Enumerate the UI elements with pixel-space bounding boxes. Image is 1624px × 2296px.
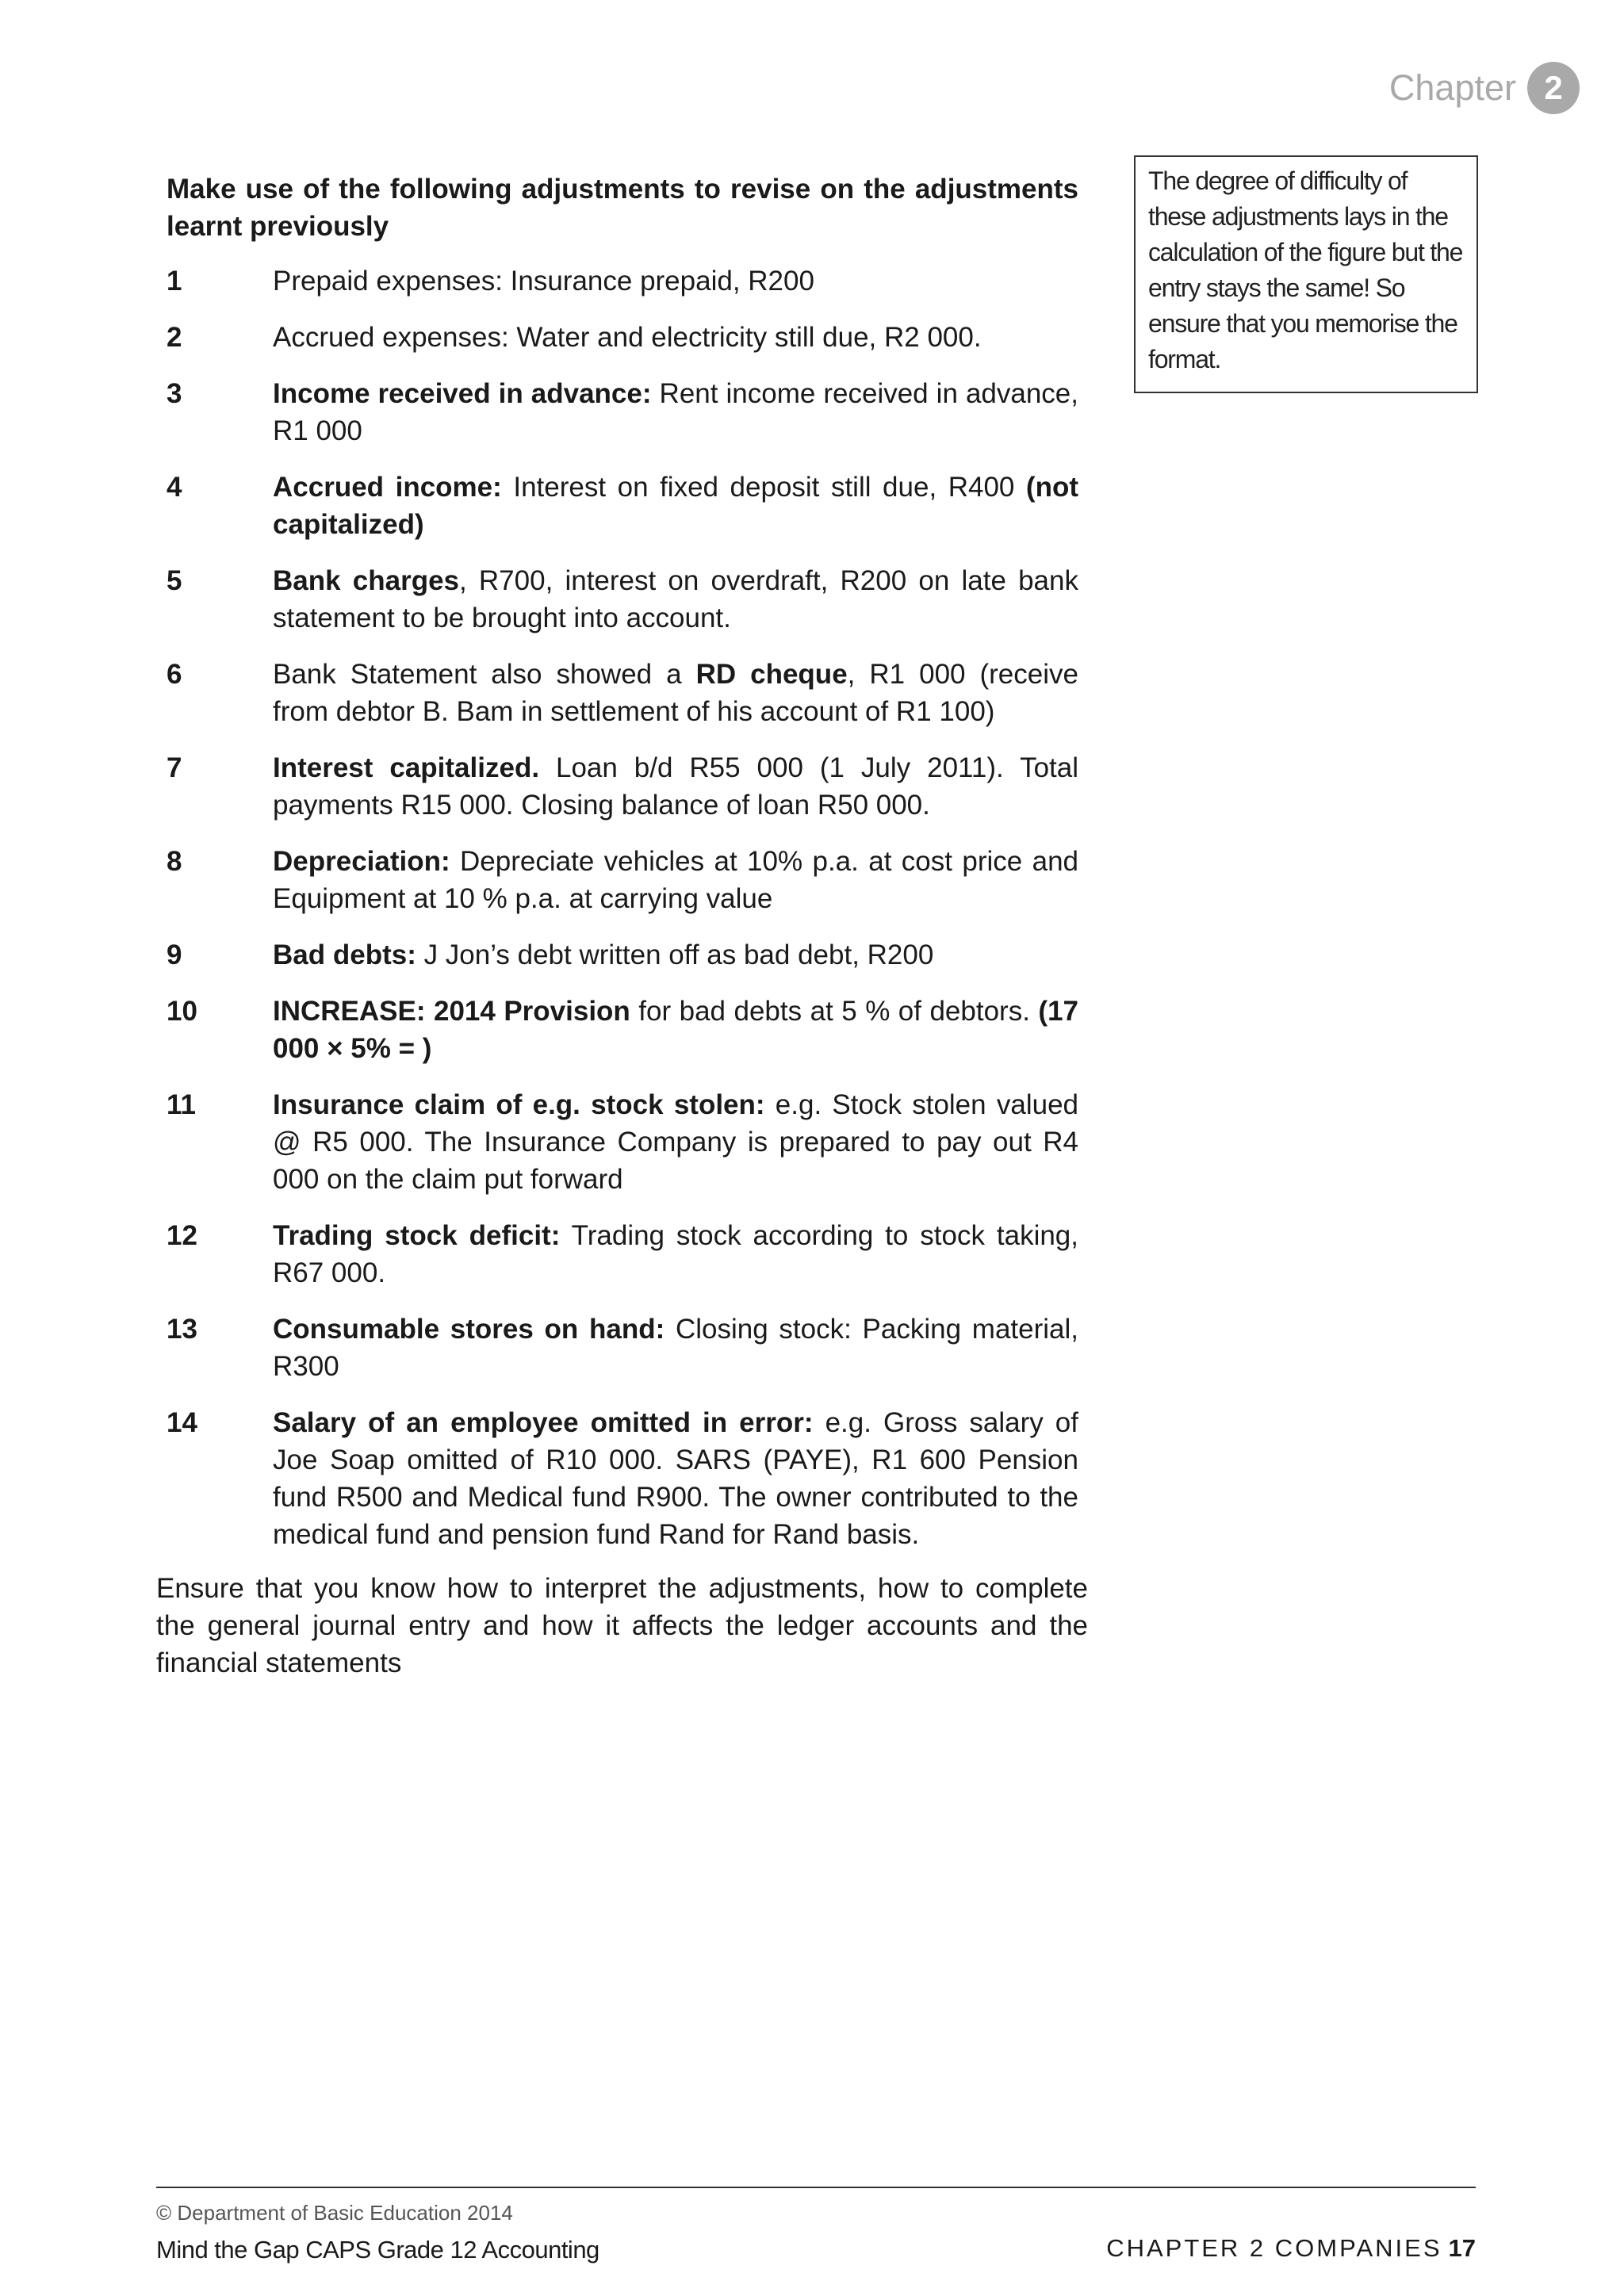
book-title-text: Mind the Gap CAPS Grade 12	[156, 2236, 477, 2263]
adjustment-item	[167, 656, 1078, 730]
page-number: 17	[1448, 2234, 1476, 2262]
side-note-box: The degree of difficulty of these adjustments lays in the calculation of the figure but the entry stays the same! So ensure that you memorise the format.	[1134, 155, 1478, 393]
adjustment-detail: e.g. Gross salary of Joe Soap omitted of R10 000. SARS (PAYE), R1 600 Pension fund R500 and Medical fund R900. The owner contributed to the medical fund and pension fund Rand for Rand basis.	[273, 1407, 1078, 1550]
adjustment-text	[273, 656, 1078, 730]
adjustment-item	[167, 1311, 1078, 1385]
book-title	[156, 2236, 599, 2264]
adjustment-detail: Depreciate vehicles at 10% p.a. at cost price and Equipment at 10 % p.a. at carrying value	[273, 846, 1078, 914]
adjustment-number: 3	[167, 378, 182, 409]
adjustment-text	[273, 936, 1078, 974]
adjustment-term: Income received in advance:	[273, 378, 652, 409]
adjustment-number: 14	[167, 1407, 197, 1438]
adjustment-term: Accrued income:	[273, 472, 502, 503]
adjustment-text	[273, 1311, 1078, 1385]
adjustment-term: Depreciation:	[273, 846, 450, 877]
adjustment-item	[167, 936, 1078, 974]
adjustment-number: 13	[167, 1314, 197, 1345]
adjustment-term: Bank charges	[273, 565, 459, 596]
adjustment-text	[273, 1217, 1078, 1292]
adjustment-detail: Accrued expenses: Water and electricity still due, R2 000.	[273, 322, 982, 353]
adjustment-text	[273, 469, 1078, 543]
adjustment-text	[273, 375, 1078, 450]
adjustment-term: Consumable stores on hand:	[273, 1314, 665, 1345]
adjustment-number: 4	[167, 472, 182, 503]
adjustment-number: 6	[167, 659, 182, 690]
intro-heading: Make use of the following adjustments to revise on the adjustments learnt previously	[167, 174, 1078, 242]
adjustment-detail: J Jon’s debt written off as bad debt, R200	[416, 939, 934, 970]
adjustment-number: 12	[167, 1220, 197, 1251]
chapter-label: Chapter	[1388, 67, 1516, 108]
adjustment-detail: Bank Statement also showed a	[273, 659, 696, 690]
adjustment-item	[167, 319, 1078, 356]
footer-divider	[156, 2187, 1476, 2188]
adjustment-number: 11	[167, 1089, 196, 1120]
adjustment-term: Interest capitalized.	[273, 752, 540, 783]
adjustment-number: 7	[167, 752, 182, 783]
adjustments-list	[167, 262, 1078, 1553]
adjustment-item	[167, 843, 1078, 917]
adjustment-text	[273, 319, 1078, 356]
adjustment-term: Insurance claim of e.g. stock stolen:	[273, 1089, 765, 1120]
adjustment-item	[167, 262, 1078, 300]
adjustment-number: 8	[167, 846, 182, 877]
adjustment-item	[167, 1086, 1078, 1198]
adjustment-detail: for bad debts at 5 % of debtors.	[630, 996, 1039, 1027]
adjustment-detail: Rent income received in advance, R1 000	[273, 378, 1078, 446]
adjustment-item	[167, 749, 1078, 824]
chapter-footer-label: CHAPTER 2 COMPANIES	[1106, 2234, 1442, 2262]
adjustment-term: INCREASE: 2014 Provision	[273, 996, 630, 1027]
adjustment-number: 1	[167, 266, 182, 297]
adjustment-term: RD cheque	[695, 659, 848, 690]
adjustment-detail: Closing stock: Packing material, R300	[273, 1314, 1078, 1382]
adjustment-text	[273, 262, 1078, 300]
chapter-tab	[1389, 62, 1580, 114]
adjustment-number: 5	[167, 565, 182, 596]
adjustment-item	[167, 562, 1078, 637]
copyright: © Department of Basic Education 2014	[156, 2201, 513, 2225]
adjustment-text	[273, 749, 1078, 824]
closing-paragraph: Ensure that you know how to interpret the adjustments, how to complete the general journal entry and how it affects the ledger accounts and the financial statements	[156, 1573, 1088, 1678]
adjustment-term: (17 000 × 5% = )	[273, 996, 1079, 1064]
adjustment-term: Bad debts:	[273, 939, 416, 970]
adjustment-number: 2	[167, 322, 182, 353]
adjustment-text	[273, 1086, 1078, 1198]
adjustment-item	[167, 1217, 1078, 1292]
adjustment-detail: , R1 000 (receive from debtor B. Bam in settlement of his account of R1 100)	[273, 659, 1078, 727]
adjustment-item	[167, 469, 1078, 543]
adjustment-item	[167, 1404, 1078, 1553]
adjustment-number: 10	[167, 996, 197, 1027]
adjustment-term: (not capitalized)	[273, 472, 1078, 540]
adjustment-detail: Interest on fixed deposit still due, R400	[501, 472, 1026, 503]
adjustment-detail: e.g. Stock stolen valued @ R5 000. The Insurance Company is prepared to pay out R4 000 on the claim put forward	[273, 1089, 1078, 1195]
adjustment-detail: , R700, interest on overdraft, R200 on late bank statement to be brought into account.	[273, 565, 1078, 633]
subject-text: Accounting	[481, 2236, 599, 2263]
adjustment-item	[167, 375, 1078, 450]
adjustment-term: Salary of an employee omitted in error:	[273, 1407, 814, 1438]
chapter-footer	[1106, 2234, 1476, 2263]
adjustment-detail: Loan b/d R55 000 (1 July 2011). Total payments R15 000. Closing balance of loan R50 000.	[273, 752, 1078, 821]
main-content	[167, 170, 1078, 1572]
adjustment-number: 9	[167, 939, 182, 970]
adjustment-detail: Prepaid expenses: Insurance prepaid, R200	[273, 266, 814, 297]
adjustment-item	[167, 993, 1078, 1067]
adjustment-text	[273, 562, 1078, 637]
adjustment-text	[273, 843, 1078, 917]
adjustment-term: Trading stock deficit:	[273, 1220, 561, 1251]
adjustment-text	[273, 1404, 1078, 1553]
chapter-number-badge: 2	[1527, 62, 1580, 114]
adjustment-detail: Trading stock according to stock taking, R67 000.	[273, 1220, 1078, 1288]
adjustment-text	[273, 993, 1078, 1067]
